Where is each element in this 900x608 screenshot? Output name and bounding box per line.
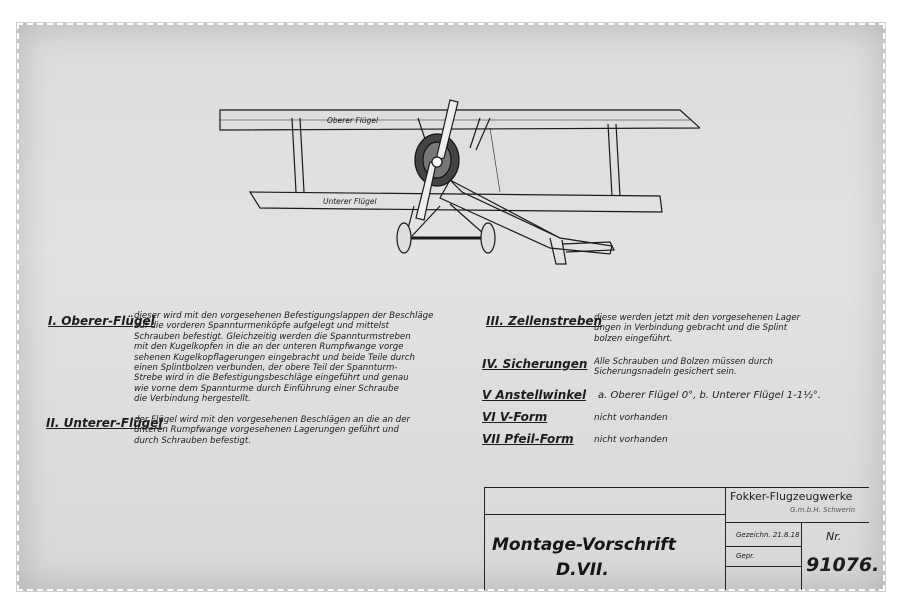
section-heading-upper-wing: I. Oberer-Flügel (48, 314, 155, 328)
section-body-safety: Alle Schrauben und Bolzen müssen durch Sicherungsnadeln gesichert sein. (594, 357, 773, 378)
tail (550, 238, 566, 264)
section-heading-safety: IV. Sicherungen (482, 357, 588, 371)
section-heading-incidence: V Anstellwinkel (482, 388, 587, 402)
left-wheel (397, 223, 411, 253)
section-heading-lower-wing: II. Unterer-Flügel (46, 416, 163, 430)
drawn-date: Gezeichn. 21.8.18 (736, 531, 800, 539)
section-body-sweep: nicht vorhanden (594, 435, 668, 445)
upper-wing-label: Oberer Flügel (327, 116, 379, 125)
right-wheel (481, 223, 495, 253)
aircraft-type: D.VII. (556, 560, 609, 580)
checked-label: Gepr. (736, 552, 755, 560)
section-body-lower-wing: der Flügel wird mit den vorgesehenen Beschlägen an die an der unteren Rumpfwange vorgesehenen Lagerungen geführt und durch Schrauben befestigt. (134, 415, 411, 446)
section-body-struts: diese werden jetzt mit den vorgesehenen Lager ungen in Verbindung gebracht und die Splint bolzen eingeführt. (594, 313, 801, 344)
company-sub: G.m.b.H. Schwerin (790, 506, 856, 514)
section-body-dihedral: nicht vorhanden (594, 413, 668, 423)
document-title: Montage-Vorschrift (492, 535, 676, 555)
section-body-incidence: a. Oberer Flügel 0°, b. Unterer Flügel 1-1½°. (598, 390, 821, 401)
biplane-drawing (200, 88, 700, 278)
section-heading-dihedral: VI V-Form (482, 410, 548, 424)
number-label: Nr. (826, 530, 842, 543)
drawing-number: 91076. (806, 554, 880, 576)
section-heading-sweep: VII Pfeil-Form (482, 432, 574, 446)
lower-wing-label: Unterer Flügel (323, 197, 377, 206)
section-heading-struts: III. Zellenstreben (486, 314, 603, 328)
company-name: Fokker-Flugzeugwerke (730, 490, 853, 503)
section-body-upper-wing: dieser wird mit den vorgesehenen Befestigungslappen der Beschläge auf die vorderen Spannturmenköpfe aufgelegt und mittelst Schrauben befestigt. Gleichzeitig werden die Spannturmstreben mit den Kugelkopfen in die an der unteren Rumpfwange vorge sehenen Kugelkopflagerungen eingebracht und beide Teile durch einen Splintbolzen verbunden, der obere Teil der Spannturm- Strebe wird in die Befestigungsbeschläge eingeführt und genau wie vorne dem Spannturme durch Einführung einer Schraube die Verbindung hergestellt. (134, 311, 434, 405)
